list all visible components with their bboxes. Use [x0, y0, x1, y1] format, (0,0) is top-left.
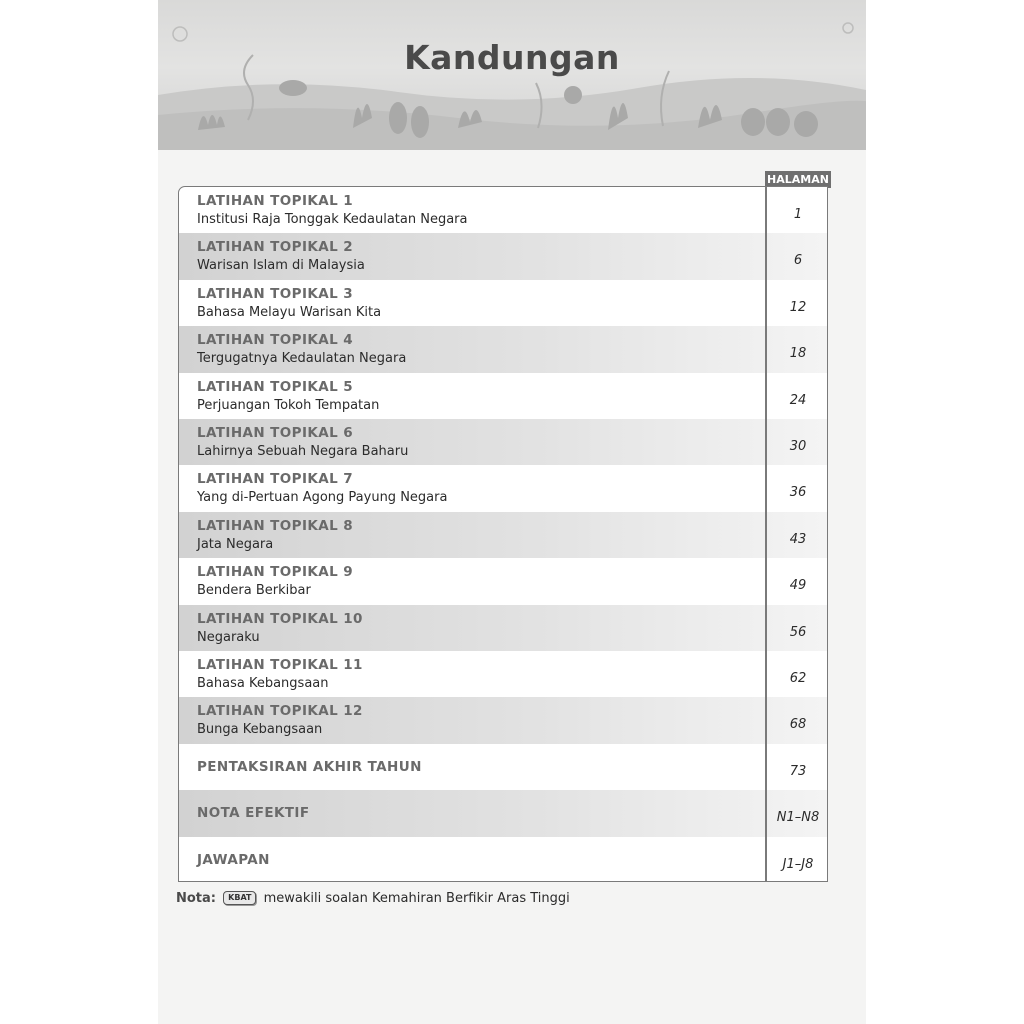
toc-entry-page-number: 56	[789, 624, 807, 640]
toc-entry	[179, 697, 827, 743]
toc-entry-page-number: N1–N8	[776, 810, 820, 826]
toc-entry-subtitle: Tergugatnya Kedaulatan Negara	[197, 351, 407, 367]
toc-entry	[179, 512, 827, 558]
toc-entry-subtitle: Institusi Raja Tonggak Kedaulatan Negara	[197, 212, 468, 227]
toc-entry-page-number: 30	[789, 439, 807, 454]
page-column-header: HALAMAN	[765, 171, 831, 188]
toc-entry-title: LATIHAN TOPIKAL 6	[197, 425, 353, 441]
toc-entry	[179, 373, 827, 419]
toc-entry-page-number: J1–J8	[782, 856, 814, 872]
toc-entry-page-number: 43	[789, 531, 807, 547]
table-of-contents	[178, 186, 828, 882]
toc-entry-subtitle: Yang di-Pertuan Agong Payung Negara	[197, 490, 448, 506]
toc-entry-page-number: 24	[789, 392, 807, 408]
footnote-label: Nota:	[176, 891, 216, 906]
toc-entry-title: NOTA EFEKTIF	[197, 805, 310, 822]
toc-entry	[179, 744, 827, 790]
toc-entry-title: LATIHAN TOPIKAL 8	[197, 517, 353, 534]
toc-entry-page-number: 12	[789, 299, 807, 315]
toc-entry-title: LATIHAN TOPIKAL 11	[197, 657, 363, 673]
toc-entry-subtitle: Warisan Islam di Malaysia	[197, 258, 365, 274]
toc-entry	[179, 651, 827, 697]
toc-entry	[179, 605, 827, 651]
toc-entry	[179, 558, 827, 604]
footnote	[176, 891, 570, 906]
toc-entry-subtitle: Bendera Berkibar	[197, 583, 311, 599]
toc-entry-page-number: 6	[793, 253, 803, 269]
toc-entry-page-number: 73	[789, 763, 807, 779]
toc-entry-page-number: 1	[793, 207, 803, 222]
toc-entry-title: LATIHAN TOPIKAL 4	[197, 332, 353, 349]
kbat-badge: KBAT	[223, 891, 256, 905]
page-title: Kandungan	[404, 38, 620, 77]
footnote-text: mewakili soalan Kemahiran Berfikir Aras Tinggi	[263, 891, 570, 906]
toc-entry	[179, 419, 827, 465]
toc-entry-page-number: 62	[789, 671, 807, 686]
toc-entry-title: LATIHAN TOPIKAL 10	[197, 610, 363, 627]
page-column-divider	[765, 187, 767, 881]
toc-entry-subtitle: Negaraku	[197, 629, 260, 645]
toc-entry	[179, 837, 827, 883]
toc-entry-title: LATIHAN TOPIKAL 7	[197, 471, 353, 488]
toc-entry-title: LATIHAN TOPIKAL 9	[197, 564, 353, 581]
toc-entry-subtitle: Lahirnya Sebuah Negara Baharu	[197, 444, 409, 459]
toc-entry-page-number: 68	[789, 717, 807, 733]
toc-entry	[179, 326, 827, 372]
toc-entry-subtitle: Bahasa Kebangsaan	[197, 676, 329, 691]
toc-entry-subtitle: Bahasa Melayu Warisan Kita	[197, 304, 382, 320]
toc-entry-subtitle: Bunga Kebangsaan	[197, 722, 323, 738]
toc-entry-page-number: 18	[789, 346, 807, 362]
toc-entry-title: LATIHAN TOPIKAL 12	[197, 703, 363, 720]
toc-entry	[179, 233, 827, 279]
toc-entry-title: PENTAKSIRAN AKHIR TAHUN	[197, 758, 422, 775]
toc-entry	[179, 465, 827, 511]
toc-entry-title: LATIHAN TOPIKAL 3	[197, 285, 353, 302]
toc-entry-title: LATIHAN TOPIKAL 2	[197, 239, 353, 256]
document-page	[158, 0, 866, 1024]
toc-entry-page-number: 36	[789, 485, 807, 501]
toc-entry-subtitle: Perjuangan Tokoh Tempatan	[197, 397, 380, 413]
toc-entry	[179, 790, 827, 836]
toc-entry	[179, 187, 827, 233]
toc-entry-subtitle: Jata Negara	[197, 536, 274, 552]
header-banner	[158, 0, 866, 150]
toc-entry	[179, 280, 827, 326]
toc-entry-title: JAWAPAN	[197, 851, 270, 868]
toc-entry-page-number: 49	[789, 578, 807, 594]
toc-entry-title: LATIHAN TOPIKAL 5	[197, 378, 353, 395]
toc-entry-title: LATIHAN TOPIKAL 1	[197, 193, 353, 209]
